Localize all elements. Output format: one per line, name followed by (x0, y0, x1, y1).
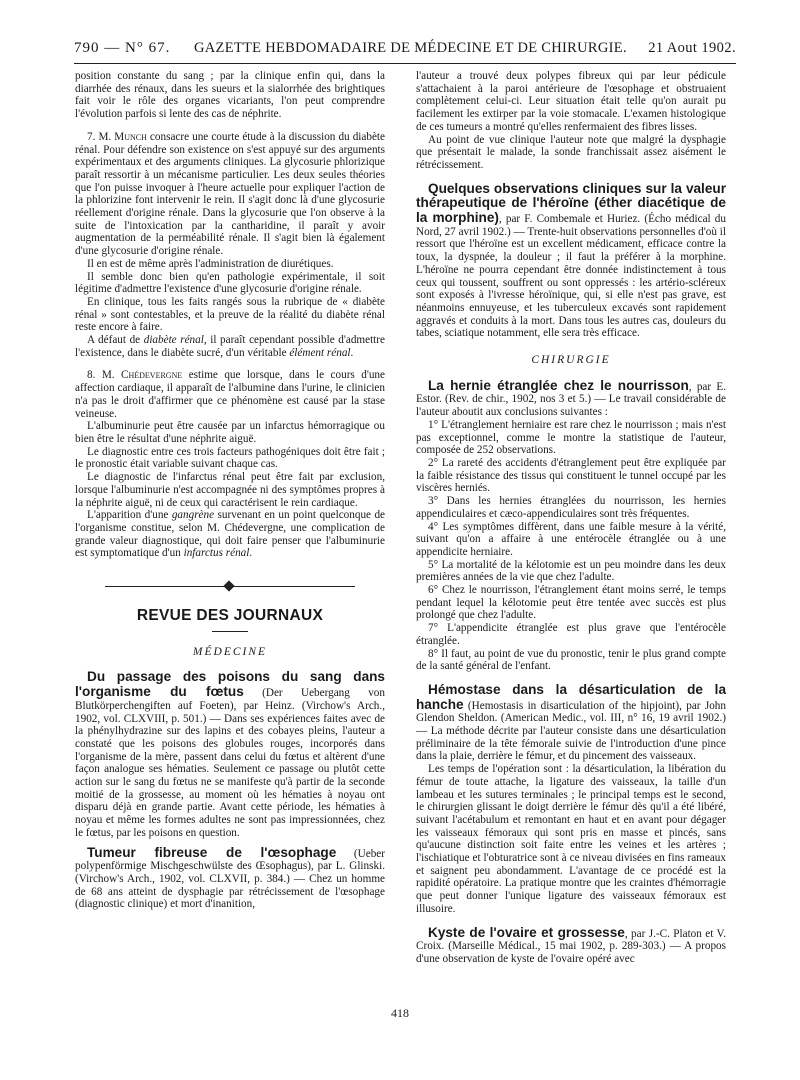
author-name: 8. M. Chédevergne (87, 369, 183, 382)
article-body: Chez un homme de 68 ans atteint de dysphagie par rétrécissement de l'œsophage (diagnostic clinique) et mort d'inanition, (75, 872, 385, 911)
list-item: 7° L'appendicite étranglée est plus grave que l'entérocèle étranglée. (416, 622, 726, 647)
article (416, 379, 726, 419)
article-title: Tumeur fibreuse de l'œsophage (87, 844, 337, 860)
paragraph (75, 369, 385, 420)
header-page-number: 790 — N° 67. (74, 40, 171, 56)
paragraph (75, 334, 385, 359)
article-body: Trente-huit observations personnelles d'où il ressort que l'héroïne est un excellent médicament, efficace contre la toux, la dyspnée, la douleur ; il faut la préférer à la morphine. L'héroïne ne pourra cependant être donnée indistinctement à tous ceux qui toussent, souffrent ou sont oppressés : les artério-scléreux sont exposés à l'ivresse héroïnique, qui, si elle n'est pas grave, est néanmoins ennuyeuse, et les tuberculeux excavés sont rapidement aggravés et conduits à la mort. Dans tous les autres cas, douleurs du tabes, sciatique notamment, elle sera très efficace. (416, 225, 726, 340)
list-item: 6° Chez le nourrisson, l'étranglement étant moins serré, le temps pendant lequel la kélotomie peut être tentée avec succès est plus prolongé que chez l'adulte. (416, 584, 726, 622)
list-item: 2° La rareté des accidents d'étranglement peut être expliquée par la faible résistance des tissus qui constituent le tunnel occupé par les viscères herniés. (416, 456, 726, 495)
article-reference: (Ueber polypenförmige Mischgeschwülste des Œsophagus), par L. Glinski. (Virchow's Arch., 1902, vol. CLXVII, p. 384.) — (75, 847, 385, 885)
list-item: 8° Il faut, au point de vue du pronostic, tenir le plus grand compte de la santé général de l'enfant. (416, 647, 726, 673)
paragraph: L'albuminurie peut être causée par un infarctus hémorragique ou bien être le résultat d'une néphrite aiguë. (75, 420, 385, 445)
article-reference: , par E. Estor. (Rev. de chir., 1902, nos 3 et 5.) — (416, 380, 726, 406)
running-header (74, 38, 736, 60)
paragraph-text: L'apparition d'une (87, 509, 172, 522)
left-column (75, 70, 385, 911)
paragraph: position constante du sang ; par la clinique enfin qui, dans la diarrhée des rénaux, dans les sueurs et la sialorrhée des brightiques fait voir le rôle des organes vicariants, l'on peut comprendre l'évolution parfois si lente des cas de néphrite. (75, 70, 385, 121)
section-title: REVUE DES JOURNAUX (136, 607, 324, 625)
article-title: Hémostase dans la désarticulation de la hanche (416, 681, 726, 712)
article (75, 846, 385, 912)
article-reference: , par J.-C. Platon et V. Croix. (Marseille Médical., 15 mai 1902, p. 289-303.) — (416, 927, 726, 953)
paragraph: Il semble donc bien qu'en pathologie expérimentale, il soit légitime d'admettre l'existence d'une glycosurie d'origine rénale. (75, 270, 385, 296)
paragraph: Les temps de l'opération sont : la désarticulation, la libération du fémur de toute attache, la ligature des vaisseaux, la taille d'un lambeau et les sutures terminales ; le principal temps est le second, le chirurgien glissant le doigt derrière le fémur dès qu'il a été libéré, suivant l'acétabulum et remontant en haut et en avant pour dégager les vaisseaux fémoraux qui sont pris en masse et pincés, sans qu'aucune distinction soit faite entre les veines et les artères ; l'ischiatique et l'obturatrice sont à ce niveau divisées en fins rameaux et saignent peu abondamment. L'avantage de ce procédé est la rapidité opératoire. La pratique montre que les craintes d'hémorragie que peut donner l'unique ligature des vaisseaux fémoraux est illusoire. (416, 763, 726, 915)
paragraph-text: estime que lorsque, dans le cours d'une affection cardiaque, il apparaît de l'albumine dans l'urine, le clinicien n'a pas le droit d'affirmer que ce phénomène est causé par la stase veineuse. (75, 369, 385, 420)
article-title: La hernie étranglée chez le nourrisson (428, 377, 689, 393)
ornamental-divider (75, 580, 385, 594)
divider-diamond (223, 580, 234, 591)
article-title: Du passage des poisons du sang dans l'organisme du fœtus (75, 669, 385, 700)
article-title: Kyste de l'ovaire et grossesse (428, 924, 625, 940)
paragraph-text: survenant en un point quelconque de l'organisme constitue, selon M. Chédevergne, une complication de grande valeur diagnostique, qui doit faire penser que l'albuminurie est symptomatique d'un (75, 509, 386, 560)
subsection-heading: CHIRURGIE (531, 354, 611, 367)
page-number: 418 (391, 1006, 409, 1020)
subsection-heading: MÉDECINE (192, 645, 268, 658)
article-title: Quelques observations cliniques sur la valeur thérapeutique de l'héroïne (éther diacétique de la morphine) (416, 180, 726, 226)
paragraph-text: consacre une courte étude à la discussion du diabète rénal. Pour défendre son existence on s'est appuyé sur des arguments expérimentaux et des arguments cliniques. La glycosurie phlorizique paraît ressortir à un mécanisme particulier. Les deux seules théories que l'on puisse invoquer à l'heure actuelle pour expliquer l'action de la phlorizine font intervenir le rein. Il s'agit donc là d'une glycosurie réellement d'origine rénale. Dans la glycosurie que l'on observe à la suite de l'intoxication par la cantharidine, il paraît y avoir augmentation de la perméabilité rénale. Il s'agit bien là également d'une glycosurie d'origine rénale. (75, 130, 385, 258)
paragraph (75, 131, 385, 258)
article-body: Dans ses expériences faites avec de la phénylhydrazine sur des lapins et des cobayes pleins, l'auteur a constaté que les poisons des globules rouges, incorporés dans l'organisme de la mère, passent dans celui du fœtus et altèrent d'une façon analogue ses hématies. Seulement ce passage ou plutôt cette action sur le sang du fœtus ne se manifeste qu'à partir de la seconde moitié de la grossesse, au moment où les hématies à noyau ont disparu déjà en grande partie. Avant cette période, les hématies à noyau et même les formes adultes ne sont pas impressionnées, chez le fœtus, par les poisons en question. (75, 712, 385, 839)
article-reference: (Der Uebergang von Blutkörperchengiften auf Foeten), par Heinz. (Virchow's Arch., 1902, vol. CLXVIII, p. 501.) — (75, 687, 385, 725)
paragraph: Au point de vue clinique l'auteur note que malgré la dysphagie que présentait le malade, la sonde franchissait assez aisément le rétrécissement. (416, 133, 726, 171)
article (416, 683, 726, 763)
list-item: 4° Les symptômes diffèrent, dans une faible mesure à la vérité, suivant qu'on a affaire à une entérocèle étranglée ou à une appendicite herniaire. (416, 520, 726, 558)
emphasis: gangrène (171, 509, 215, 522)
article-reference: , par F. Combemale et Huriez. (Écho médical du Nord, 27 avril 1902.) — (416, 213, 726, 238)
paragraph: Il en est de même après l'administration de diurétiques. (87, 257, 334, 270)
paragraph: l'auteur a trouvé deux polypes fibreux qui par leur pédicule s'attachaient à la paroi antérieure de l'œsophage et obstruaient complètement celui-ci. Leur situation était telle qu'on aurait pu facilement les extirper par la voie stomacale. L'examen histologique de ces tumeurs a montré qu'elles renfermaient des fibres lisses. (416, 70, 726, 133)
paragraph-text: . (249, 547, 253, 560)
paragraph (75, 509, 385, 560)
author-name: 7. M. Munch (87, 130, 147, 143)
article-reference: (Hemostasis in disarticulation of the hipjoint), par John Glendon Sheldon. (American Medic., vol. III, n° 16, 19 avril 1902.) — (416, 699, 726, 738)
paragraph-text: . (350, 346, 354, 359)
emphasis: diabète rénal (143, 334, 204, 347)
emphasis: élément rénal (289, 346, 351, 359)
list-item: 1° L'étranglement herniaire est rare chez le nourrisson ; mais n'est pas exceptionnel, comme le montre la statistique de l'auteur, composée de 252 observations. (416, 418, 726, 457)
paragraph: Le diagnostic entre ces trois facteurs pathogéniques doit être fait ; le pronostic était variable suivant chaque cas. (75, 445, 385, 471)
article-body: A propos d'une observation de kyste de l'ovaire opéré avec (416, 940, 726, 965)
article (416, 926, 726, 966)
list-item: 5° La mortalité de la kélotomie est un peu moindre dans les deux premières années de la vie que chez l'adulte. (416, 558, 726, 584)
header-rule (74, 63, 736, 64)
right-column (416, 70, 726, 966)
emphasis: infarctus rénal (183, 547, 250, 560)
article (416, 182, 726, 340)
article-body: La méthode décrite par l'auteur consiste dans une désarticulation préliminaire de la tête fémorale suivie de l'introduction d'une pince dans la plaie, derrière le fémur, et du pincement des vaisseaux. (416, 725, 726, 763)
paragraph-text: , il paraît cependant possible d'admettre l'existence, dans le diabète sucré, d'un véritable (75, 334, 385, 359)
header-journal-title: GAZETTE HEBDOMADAIRE DE MÉDECINE ET DE CHIRURGIE. (194, 40, 627, 56)
paragraph-text: A défaut de (87, 334, 144, 347)
article (75, 670, 385, 839)
short-rule (212, 631, 248, 632)
paragraph: En clinique, tous les faits rangés sous la rubrique de « diabète rénal » sont contestables, et la preuve de la réalité du diabète rénal reste encore à faire. (75, 295, 385, 334)
header-date: 21 Aout 1902. (648, 40, 736, 56)
article-body: Le travail considérable de l'auteur aboutit aux conclusions suivantes : (416, 393, 726, 419)
paragraph: Le diagnostic de l'infarctus rénal peut être fait par exclusion, lorsque l'albuminurie n'est accompagnée ni des symptômes propres à la néphrite aiguë, ni de ceux qui caractérisent le rein cardiaque. (75, 471, 385, 509)
list-item: 3° Dans les hernies étranglées du nourrisson, les hernies appendiculaires et cæco-appendiculaires sont très fréquentes. (416, 495, 726, 520)
